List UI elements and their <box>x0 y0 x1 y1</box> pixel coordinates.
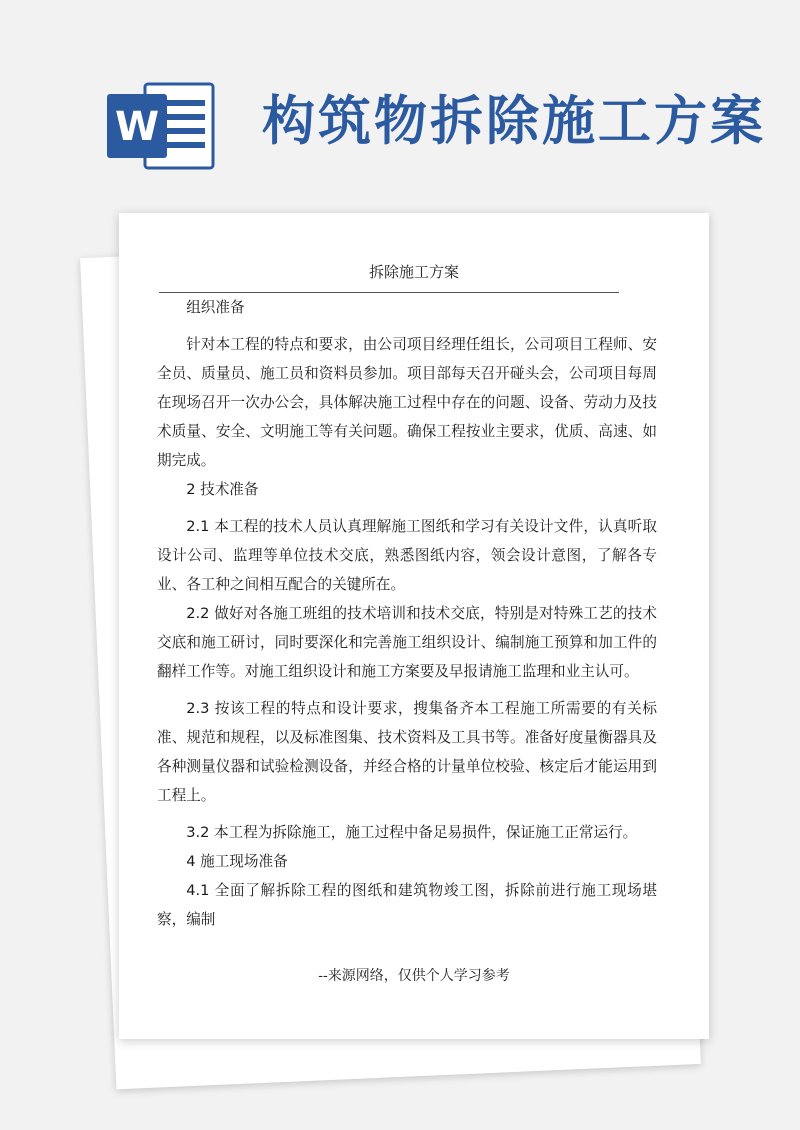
body-paragraph: 4.1 全面了解拆除工程的图纸和建筑物竣工图，拆除前进行施工现场堪察，编制 <box>157 882 657 928</box>
footer-note: --来源网络，仅供个人学习参考 <box>318 968 510 984</box>
banner-title: 构筑物拆除施工方案 <box>262 91 766 152</box>
body-paragraph: 2.2 做好对各施工班组的技术培训和技术交底，特别是对特殊工艺的技术交底和施工研讨，同时要深化和完善施工组织设计、编制施工预算和加工件的翻样工作等。对施工组织设计和施工方案要及早报请施工监理和业主认可。 <box>157 605 657 680</box>
body-paragraph: 3.2 本工程为拆除施工，施工过程中备足易损件，保证施工正常运行。 <box>186 824 638 841</box>
word-icon-letter: W <box>114 104 160 150</box>
document-page <box>119 213 709 1039</box>
body-paragraph: 针对本工程的特点和要求，由公司项目经理任组长，公司项目工程师、安全员、质量员、施工员和资料员参加。项目部每天召开碰头会，公司项目每周在现场召开一次办公会，具体解决施工过程中存在的问题、设备、劳动力及技术质量、安全、文明施工等有关问题。确保工程按业主要求，优质、高速、如期完成。 <box>157 336 657 469</box>
document-title: 拆除施工方案 <box>368 263 459 281</box>
section-heading: 4 施工现场准备 <box>186 853 288 870</box>
section-heading: 2 技术准备 <box>186 481 259 498</box>
body-paragraph: 2.1 本工程的技术人员认真理解施工图纸和学习有关设计文件，认真听取设计公司、监理等单位技术交底，熟悉图纸内容，领会设计意图，了解各专业、各工种之间相互配合的关键所在。 <box>157 518 657 593</box>
document-body <box>157 293 657 934</box>
word-document-icon <box>107 78 215 174</box>
body-paragraph: 2.3 按该工程的特点和设计要求，搜集备齐本工程施工所需要的有关标准、规范和规程，以及标准图集、技术资料及工具书等。准备好度量衡器具及各种测量仪器和试验检测设备，并经合格的计量单位校验、核定后才能运用到工程上。 <box>157 700 657 804</box>
header-banner <box>0 60 800 180</box>
section-heading: 组织准备 <box>186 299 245 316</box>
